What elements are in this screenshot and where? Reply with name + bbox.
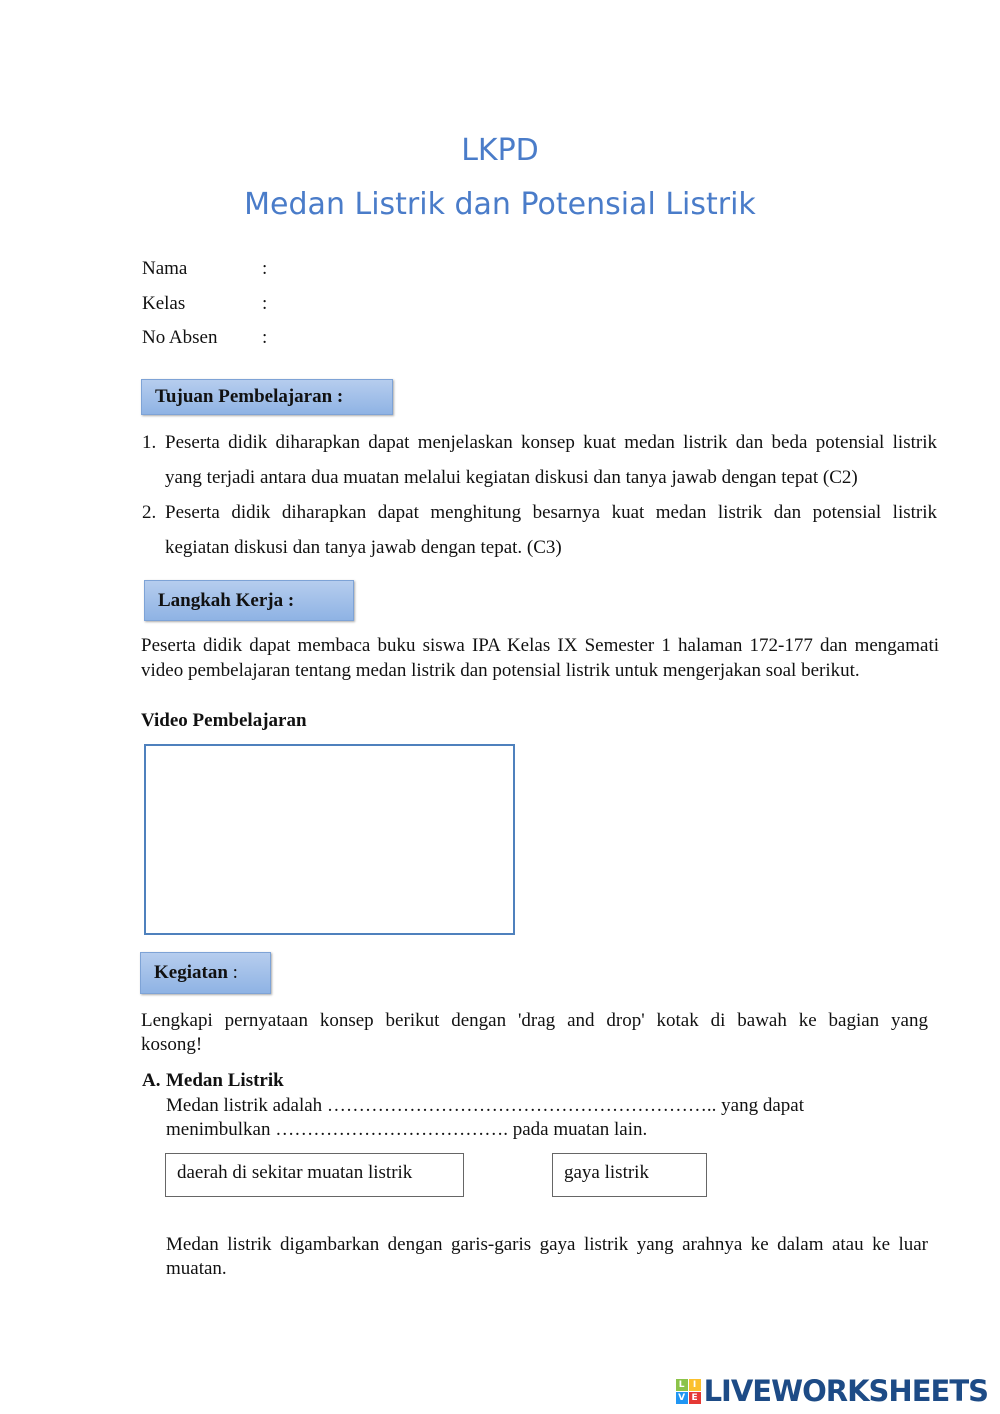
label-nama: Nama bbox=[142, 258, 188, 279]
tile: L bbox=[676, 1379, 688, 1391]
list-number: 2. bbox=[142, 502, 157, 523]
fill-sentence-line1: Medan listrik adalah …………………………………………………….. yang dapat bbox=[166, 1095, 805, 1116]
drag-option-gaya-listrik[interactable]: gaya listrik bbox=[552, 1153, 707, 1197]
kegiatan-line1: Lengkapi pernyataan konsep berikut dengan 'drag and drop' kotak di bawah ke bagian yang bbox=[141, 1010, 928, 1031]
objective-1-line2: yang terjadi antara dua muatan melalui kegiatan diskusi dan tanya jawab dengan tepat (C2) bbox=[165, 467, 858, 488]
section-a-label: A. bbox=[142, 1070, 161, 1091]
kegiatan-line2: kosong! bbox=[141, 1034, 203, 1055]
video-player[interactable] bbox=[144, 744, 515, 935]
title-lkpd: LKPD bbox=[461, 133, 539, 168]
list-number: 1. bbox=[142, 432, 157, 453]
objective-1-line1: Peserta didik diharapkan dapat menjelaskan konsep kuat medan listrik dan beda potensial listrik bbox=[165, 432, 937, 453]
page-title: Medan Listrik dan Potensial Listrik bbox=[244, 187, 756, 222]
logo-tiles-icon bbox=[676, 1379, 701, 1404]
drag-option-daerah[interactable]: daerah di sekitar muatan listrik bbox=[165, 1153, 464, 1197]
sep: : bbox=[262, 258, 268, 279]
tile: E bbox=[689, 1392, 701, 1404]
kegiatan-heading bbox=[140, 952, 271, 994]
logo-text: LIVEWORKSHEETS bbox=[703, 1374, 988, 1408]
langkah-line2: video pembelajaran tentang medan listrik dan potensial listrik untuk mengerjakan soal berikut. bbox=[141, 660, 860, 681]
tujuan-heading: Tujuan Pembelajaran : bbox=[141, 379, 393, 415]
label-kelas: Kelas bbox=[142, 293, 186, 314]
tile: V bbox=[676, 1392, 688, 1404]
langkah-heading: Langkah Kerja : bbox=[144, 580, 354, 621]
kegiatan-colon: : bbox=[232, 962, 238, 983]
tile: I bbox=[689, 1379, 701, 1391]
video-heading: Video Pembelajaran bbox=[141, 710, 307, 731]
fill-sentence-line2: menimbulkan ………………………………. pada muatan lain. bbox=[166, 1119, 648, 1140]
para-line2: muatan. bbox=[166, 1258, 227, 1279]
objective-2-line1: Peserta didik diharapkan dapat menghitung besarnya kuat medan listrik dan potensial listrik bbox=[165, 502, 937, 523]
para-line1: Medan listrik digambarkan dengan garis-garis gaya listrik yang arahnya ke dalam atau ke luar bbox=[166, 1234, 928, 1255]
langkah-line1: Peserta didik dapat membaca buku siswa IPA Kelas IX Semester 1 halaman 172-177 dan mengamati bbox=[141, 635, 939, 656]
kegiatan-label: Kegiatan bbox=[154, 962, 228, 983]
sep: : bbox=[262, 293, 268, 314]
label-no-absen: No Absen bbox=[142, 327, 218, 348]
liveworksheets-logo bbox=[676, 1374, 988, 1408]
objective-2-line2: kegiatan diskusi dan tanya jawab dengan tepat. (C3) bbox=[165, 537, 562, 558]
sep: : bbox=[262, 327, 268, 348]
section-a-title: Medan Listrik bbox=[166, 1070, 284, 1091]
